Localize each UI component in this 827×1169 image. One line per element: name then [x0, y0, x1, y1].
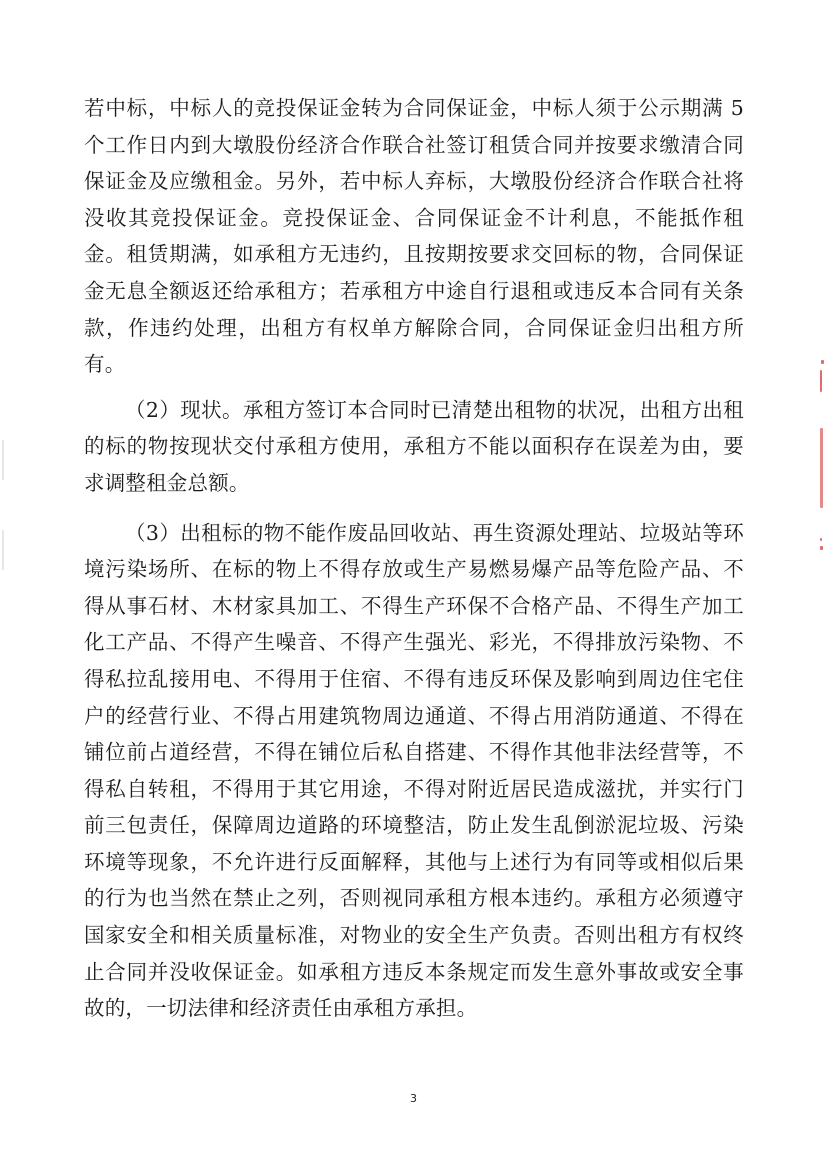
faint-binding-edge-mark: [0, 420, 8, 580]
paragraph-deposit-terms: 若中标，中标人的竞投保证金转为合同保证金，中标人须于公示期满 5 个工作日内到大墩股份经济合作联合社签订租赁合同并按要求缴清合同保证金及应缴租金。另外，若中标人弃标，大墩股份经济合作联合社将没收其竞投保证金。竞投保证金、合同保证金不计利息，不能抵作租金。租赁期满，如承租方无违约，且按期按要求交回标的物，合同保证金无息全额返还给承租方；若承租方中途自行退租或违反本合同有关条款，作违约处理，出租方有权单方解除合同，合同保证金归出租方所有。: [84, 96, 744, 377]
page-number: 3: [410, 1092, 417, 1105]
paragraph-current-condition: （2）现状。承租方签订本合同时已清楚出租物的状况，出租方出租的标的物按现状交付承租方使用，承租方不能以面积存在误差为由，要求调整租金总额。: [84, 397, 744, 495]
document-body: [84, 90, 744, 1027]
red-seal-edge-mark: [818, 360, 827, 550]
paragraph-usage-restrictions: （3）出租标的物不能作废品回收站、再生资源处理站、垃圾站等环境污染场所、在标的物上不得存放或生产易燃易爆产品等危险产品、不得从事石材、木材家具加工、不得生产环保不合格产品、不得生产加工化工产品、不得产生噪音、不得产生强光、彩光，不得排放污染物、不得私拉乱接用电、不得用于住宿、不得有违反环保及影响到周边住宅住户的经营行业、不得占用建筑物周边通道、不得占用消防通道、不得在铺位前占道经营，不得在铺位后私自搭建、不得作其他非法经营等，不得私自转租，不得用于其它用途，不得对附近居民造成滋扰，并实行门前三包责任，保障周边道路的环境整洁，防止发生乱倒淤泥垃圾、污染环境等现象，不允许进行反面解释，其他与上述行为有同等或相似后果的行为也当然在禁止之列，否则视同承租方根本违约。承租方必须遵守国家安全和相关质量标准，对物业的安全生产负责。否则出租方有权终止合同并没收保证金。如承租方违反本条规定而发生意外事故或安全事故的，一切法律和经济责任由承租方承担。: [84, 520, 744, 1021]
